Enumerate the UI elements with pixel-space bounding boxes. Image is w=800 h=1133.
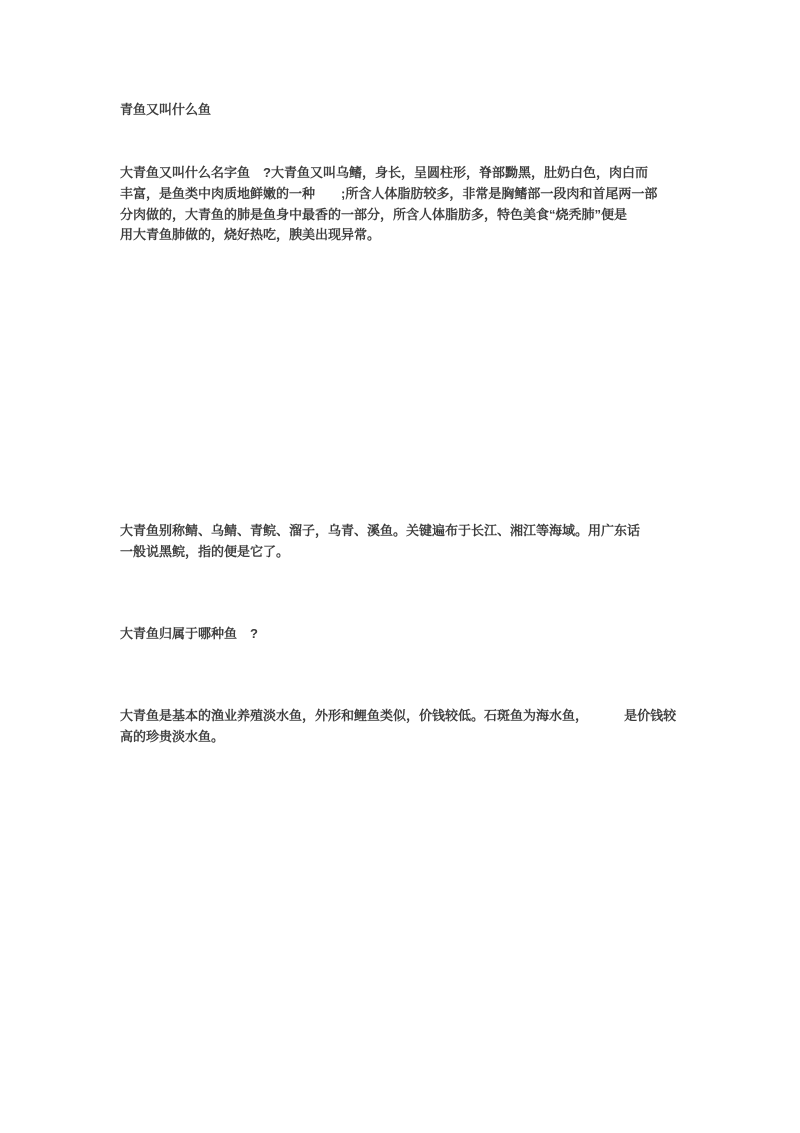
section-heading <box>120 624 258 645</box>
paragraph-aliases <box>120 521 640 563</box>
text-line: 大青鱼别称鲭、乌鲭、青鲩、溜子，乌青、溪鱼。关键遍布于长江、湘江等海域。用广东话 <box>120 523 641 538</box>
title-text: 青鱼又叫什么鱼 <box>120 102 212 117</box>
text-line: 用大青鱼肺做的，烧好热吃，腴美出现异常。 <box>120 227 381 243</box>
text-line: 大青鱼是基本的渔业养殖淡水鱼，外形和鲤鱼类似，价钱较低。石斑鱼为海水鱼， 是价钱较 <box>120 708 677 723</box>
page-title <box>120 100 211 121</box>
heading-text: 大青鱼归属于哪种鱼 ? <box>120 626 258 641</box>
text-line: 丰富，是鱼类中肉质地鲜嫩的一种 ;所含人体脂肪较多，非常是胸鳍部一段肉和首尾两一部 <box>120 185 658 201</box>
text-line: 分肉做的，大青鱼的肺是鱼身中最香的一部分，所含人体脂肪多，特色美食“烧秃肺”便是 <box>120 206 628 222</box>
text-line: 高的珍贵淡水鱼。 <box>120 728 225 744</box>
paragraph-intro <box>120 163 657 246</box>
paragraph-category <box>120 706 676 748</box>
text-line: 一般说黑鲩，指的便是它了。 <box>120 543 290 559</box>
text-line: 大青鱼又叫什么名字鱼 ?大青鱼又叫乌鳍，身长，呈圆柱形，脊部黝黑，肚奶白色，肉白而 <box>120 165 648 180</box>
